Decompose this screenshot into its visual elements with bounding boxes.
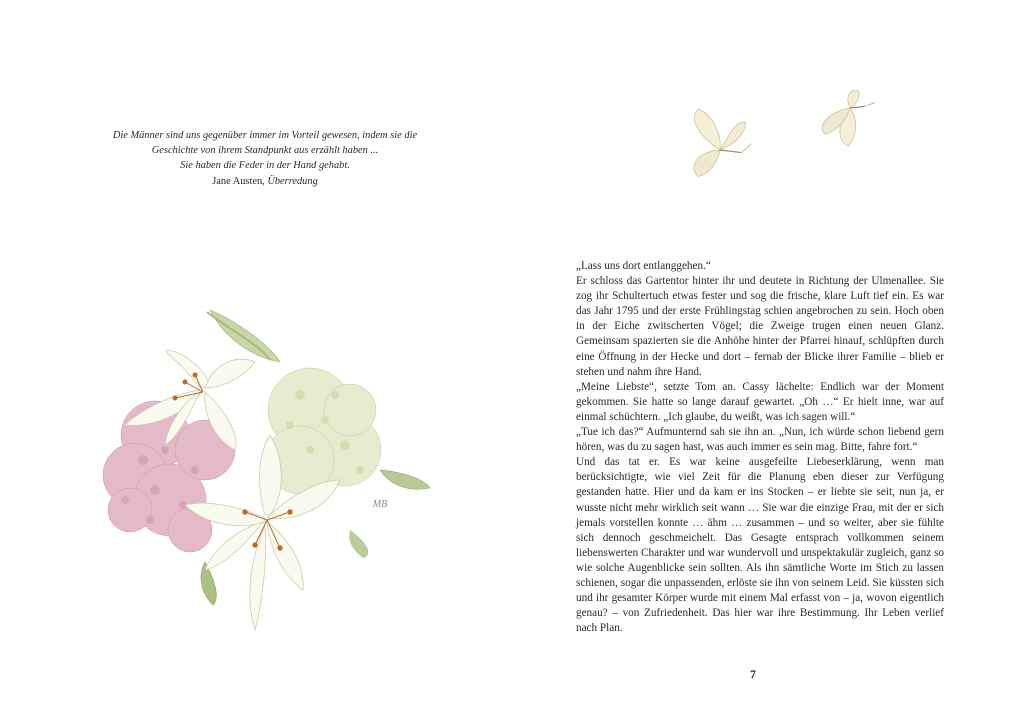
flower-bouquet-illustration	[95, 300, 435, 635]
artist-signature	[368, 495, 392, 511]
epigraph-work: Überredung	[267, 175, 318, 187]
epigraph-line: Sie haben die Feder in der Hand gehabt.	[180, 160, 350, 172]
epigraph-author: Jane Austen,	[212, 175, 265, 187]
epigraph-line: Geschichte von ihrem Standpunkt aus erzählt haben ...	[151, 145, 379, 157]
paragraph: „Lass uns dort entlanggehen.“	[576, 260, 711, 272]
chapter-text	[576, 259, 944, 636]
epigraph-attribution	[100, 174, 430, 189]
paragraph: „Tue ich das?“ Aufmunternd sah sie ihn an. „Nun, ich würde schon liebend gern hören, was du zu sagen hast, was auch immer es sein mag. Bitte, fahre fort.“	[576, 426, 944, 454]
page-number: 7	[750, 667, 756, 681]
paragraph: „Meine Liebste“, setzte Tom an. Cassy lächelte: Endlich war der Moment gekommen. Sie hatte so lange darauf gewartet. „Oh …“ Er hielt inne, war auf einmal schüchtern. „Ich glaube, du weißt, was ich sagen will.“	[576, 380, 944, 423]
paragraph: Und das tat er. Es war keine ausgefeilte Liebeserklärung, wenn man berücksichtigte, wie viel Zeit für die Planung eben dieser zur Verfügung gestanden hatte. Hier und da kam er ins Stocken – er liebte sie seit, nun ja, er wusste nicht mehr wirklich seit wann … Sie war die einzige Frau, mit der er sich jemals vorstellen konnte … ähm … zusammen – und so weiter, aber sie fühlte sich dennoch geschmeichelt. Das Gesagte entsprach vollkommen seinem liebenswerten Charakter und war wundervoll und unspektakulär zugleich, ganz so wie solche Augenblicke sein sollten. Als ihn sämtliche Worte im Stich zu lassen schienen, sogar die unpassenden, erlöste sie ihn von seinem Leid. Sie küssten sich und ihr gesamter Körper wurde mit einem Mal erfasst von – ja, wovon eigentlich genau? – von Zufriedenheit. Das hier war ihre Bestimmung. Ihr Leben verlief nach Plan.	[576, 456, 944, 635]
right-page	[510, 0, 1020, 720]
epigraph	[100, 128, 430, 189]
svg-text:MB: MB	[372, 499, 388, 510]
epigraph-line: Die Männer sind uns gegenüber immer im Vorteil gewesen, indem sie die	[112, 130, 418, 141]
paragraph: Er schloss das Gartentor hinter ihr und deutete in Richtung der Ulmenallee. Sie zog ihr Schultertuch etwas fester und sog die frische, klare Luft tief ein. Es war das Jahr 1795 und der erste Frühlingstag schien angebrochen zu sein. Hoch oben in der Eiche zwitscherten Vögel; die Zweige trugen einen neuen Glanz. Gemeinsam spazierten sie die Anhöhe hinter der Pfarrei hinauf, schlüpften durch eine Öffnung in der Hecke und dort – fernab der Blicke ihrer Familie – blieb er stehen und nahm ihre Hand.	[576, 275, 944, 378]
butterflies-illustration	[680, 80, 890, 190]
